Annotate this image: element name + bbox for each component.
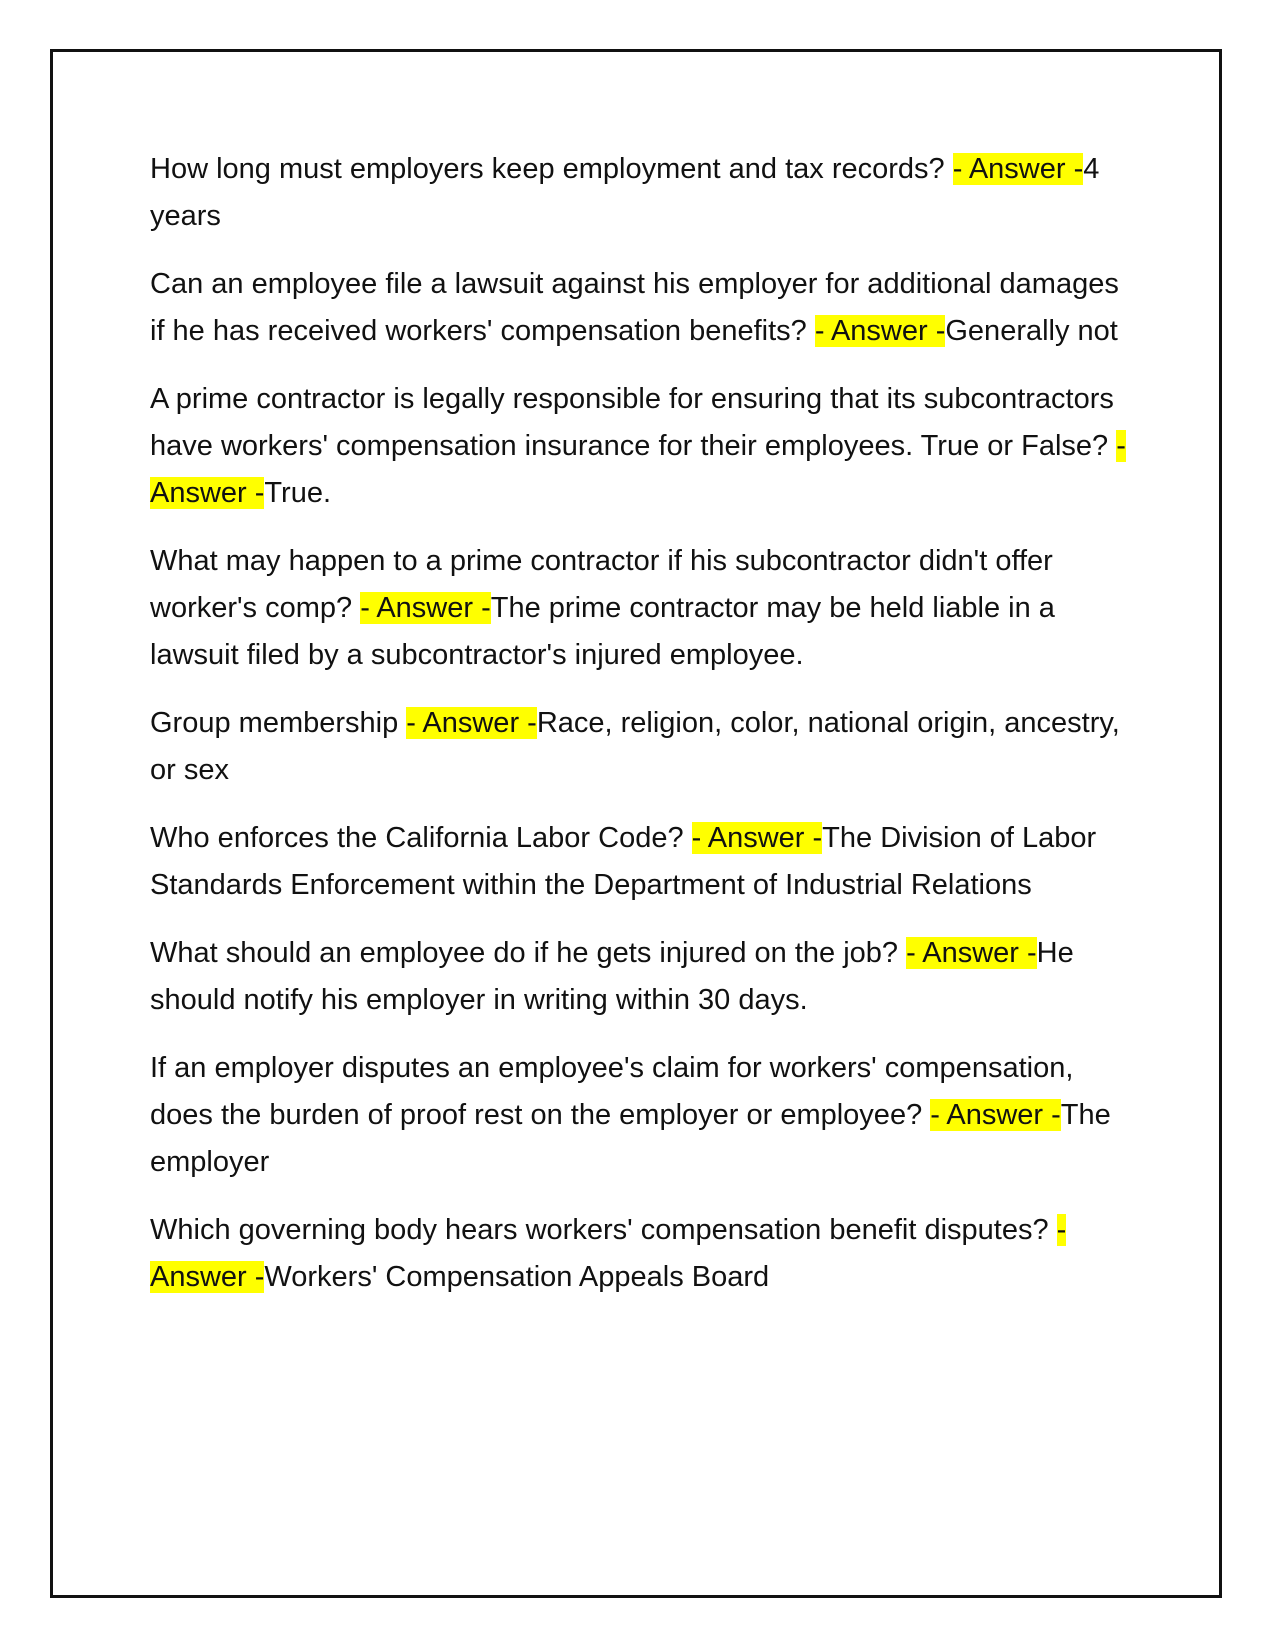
qa-item [150, 700, 1135, 794]
answer-text: The Division of Labor Standards Enforcement within the Department of Industrial Relations [150, 822, 1097, 901]
question-text: Can an employee file a lawsuit against his employer for additional damages if he has received workers' compensation benefits? [150, 268, 1119, 347]
answer-text: The prime contractor may be held liable in a lawsuit filed by a subcontractor's injured employee. [150, 592, 1055, 671]
question-text: A prime contractor is legally responsible for ensuring that its subcontractors have workers' compensation insurance for their employees. True or False? [150, 383, 1117, 462]
answer-marker: - Answer - [406, 707, 537, 739]
answer-text: Generally not [945, 315, 1118, 347]
document-body [150, 146, 1135, 1322]
answer-text: True. [264, 477, 332, 509]
qa-item [150, 146, 1135, 240]
question-text: Which governing body hears workers' compensation benefit disputes? [150, 1214, 1057, 1246]
answer-text: 4 years [150, 153, 1100, 232]
answer-text: The employer [150, 1099, 1111, 1178]
qa-item [150, 261, 1135, 355]
question-text: If an employer disputes an employee's claim for workers' compensation, does the burden of proof rest on the employer or employee? [150, 1052, 1074, 1131]
qa-item [150, 1045, 1135, 1186]
answer-marker: - Answer - [150, 430, 1126, 509]
answer-marker: - Answer - [814, 315, 946, 347]
qa-item [150, 1207, 1135, 1301]
answer-marker: - Answer - [150, 1214, 1067, 1293]
answer-marker: - Answer - [906, 937, 1037, 969]
answer-marker: - Answer - [930, 1099, 1061, 1131]
answer-marker: - Answer - [952, 153, 1084, 185]
answer-marker: - Answer - [691, 822, 823, 854]
question-text: What may happen to a prime contractor if his subcontractor didn't offer worker's comp? [150, 545, 1053, 624]
answer-text: Race, religion, color, national origin, ancestry, or sex [150, 707, 1120, 786]
question-text: What should an employee do if he gets injured on the job? [150, 937, 907, 969]
qa-item [150, 815, 1135, 909]
qa-item [150, 376, 1135, 517]
answer-marker: - Answer - [360, 592, 491, 624]
answer-text: Workers' Compensation Appeals Board [264, 1261, 770, 1293]
answer-text: He should notify his employer in writing within 30 days. [150, 937, 1074, 1016]
qa-item [150, 930, 1135, 1024]
question-text: How long must employers keep employment and tax records? [150, 153, 953, 185]
question-text: Group membership [150, 707, 407, 739]
qa-item [150, 538, 1135, 679]
question-text: Who enforces the California Labor Code? [150, 822, 692, 854]
